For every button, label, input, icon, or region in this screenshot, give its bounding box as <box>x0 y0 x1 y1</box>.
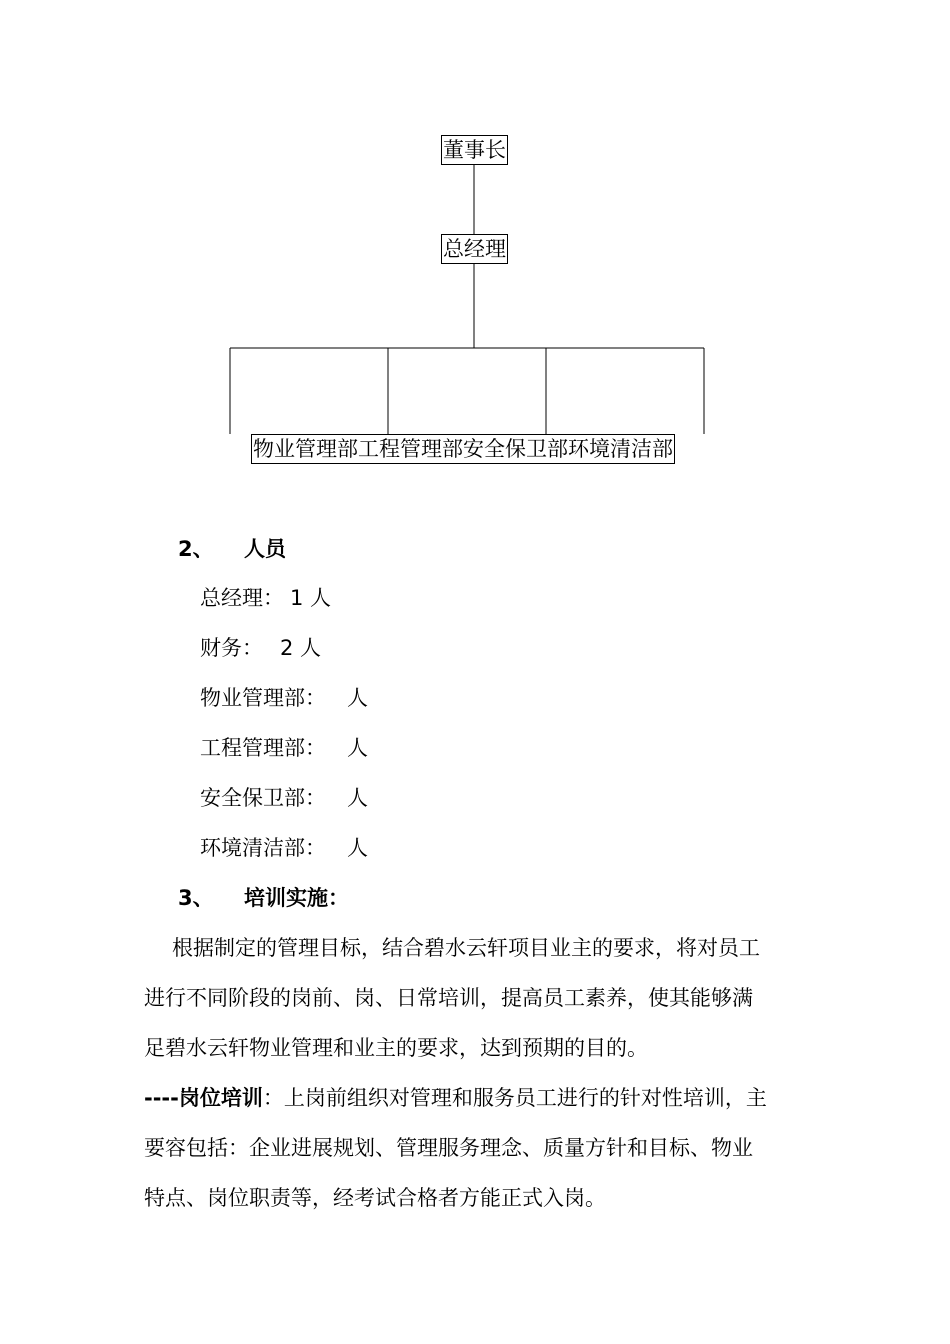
staff-label: 安全保卫部： <box>200 786 326 810</box>
staff-count: 人 <box>347 686 368 710</box>
staff-label: 工程管理部： <box>200 736 326 760</box>
paragraph-text: ：上岗前组织对管理和服务员工进行的针对性培训，主 <box>262 1086 767 1110</box>
staff-label: 总经理： <box>200 586 284 610</box>
paragraph-line: 要容包括：企业进展规划、管理服务理念、质量方针和目标、物业 <box>144 1136 753 1160</box>
section-title: 人员 <box>244 537 286 561</box>
section-number: 2、 <box>178 537 214 561</box>
dept-security: 安全保卫部 <box>463 437 568 461</box>
section-title: 培训实施： <box>244 886 349 910</box>
staff-count: 2 人 <box>280 636 322 660</box>
org-box-chairman: 董事长 <box>441 135 508 165</box>
staff-list <box>200 584 600 864</box>
staff-count: 1 人 <box>290 586 332 610</box>
staff-label: 物业管理部： <box>200 686 326 710</box>
paragraph-line: 根据制定的管理目标，结合碧水云轩项目业主的要求，将对员工 <box>172 936 760 960</box>
section-number: 3、 <box>178 886 214 910</box>
paragraph-line: 特点、岗位职责等，经考试合格者方能正式入岗。 <box>144 1186 606 1210</box>
dept-engineering: 工程管理部 <box>358 437 463 461</box>
staff-count: 人 <box>347 786 368 810</box>
org-box-general-manager: 总经理 <box>441 234 508 264</box>
dept-property: 物业管理部 <box>253 437 358 461</box>
training-type-label: ----岗位培训 <box>144 1086 263 1110</box>
staff-count: 人 <box>347 836 368 860</box>
org-chart <box>0 0 950 480</box>
staff-label: 环境清洁部： <box>200 836 326 860</box>
section-heading-personnel <box>178 535 378 563</box>
staff-count: 人 <box>347 736 368 760</box>
dept-cleaning: 环境清洁部 <box>568 437 673 461</box>
staff-label: 财务： <box>200 636 263 660</box>
org-box-departments <box>251 434 675 464</box>
paragraph-line: 进行不同阶段的岗前、岗、日常培训，提高员工素养，使其能够满 <box>144 986 753 1010</box>
section-heading-training <box>178 884 478 912</box>
paragraph-line <box>144 1084 767 1112</box>
paragraph-line: 足碧水云轩物业管理和业主的要求，达到预期的目的。 <box>144 1036 648 1060</box>
